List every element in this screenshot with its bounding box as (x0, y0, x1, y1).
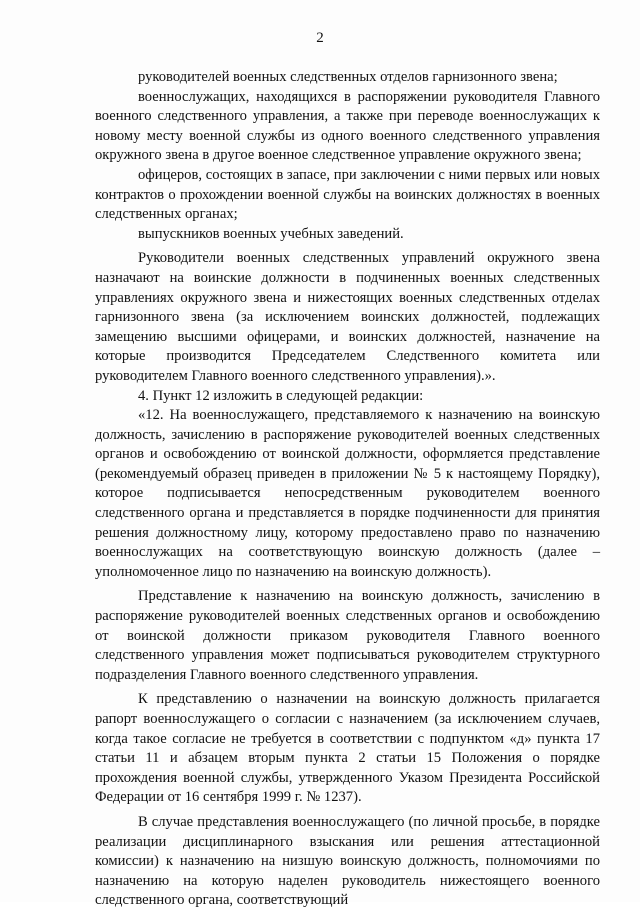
paragraph: руководителей военных следственных отделов гарнизонного звена; (138, 69, 558, 85)
paragraph: военнослужащих, находящихся в распоряжении руководителя Главного военного следственного управления, а также при переводе военнослужащих к новому месту военной службы из одного военного следственного управления окружного звена в другое военное следственное управление окружного звена; (95, 88, 600, 164)
paragraph: офицеров, состоящих в запасе, при заключении с ними первых или новых контрактов о прохождении военной службы на воинских должностях в военных следственных органах; (95, 166, 600, 223)
paragraph: выпускников военных учебных заведений. (138, 225, 404, 242)
paragraph: К представлению о назначении на воинскую должность прилагается рапорт военнослужащего о согласии с назначением (за исключением случаев, когда такое согласие не требуется в соответствии с подпунктом «д» пункта 17 статьи 11 и абзацем вторым пункта 2 статьи 15 Положения о порядке прохождения военной службы, утвержденного Указом Президента Российской Федерации от 16 сентября 1999 г. № 1237). (95, 691, 600, 806)
paragraph: 4. Пункт 12 изложить в следующей редакции: (138, 387, 424, 404)
paragraph: «12. На военнослужащего, представляемого к назначению на воинскую должность, зачислению в распоряжение руководителей военных следственных органов и освобождению от воинской должности, оформляется представление (рекомендуемый образец приведен в приложении № 5 к настоящему Порядку), которое подписывается непосредственным руководителем военного следственного органа и представляется в порядке подчиненности для принятия решения должностному лицу, которому предоставлено право по назначению военнослужащих на соответствующую воинскую должность (далее – уполномоченное лицо по назначению на воинскую должность). (95, 407, 600, 580)
page-number: 2 (316, 30, 324, 46)
document-body (95, 68, 600, 911)
paragraph: Руководители военных следственных управлений окружного звена назначают на воинские должности в подчиненных военных следственных управлениях окружного звена и нижестоящих военных следственных отделах гарнизонного звена (за исключением воинских должностей, подлежащих замещению высшими офицерами, и воинских должностей, назначение на которые производится Председателем Следственного комитета или руководителем Главного военного следственного управления).». (95, 250, 600, 384)
paragraph: Представление к назначению на воинскую должность, зачислению в распоряжение руководителей военных следственных органов и освобождению от воинской должности приказом руководителя Главного военного следственного управления может подписываться руководителем структурного подразделения Главного военного следственного управления. (95, 588, 600, 683)
paragraph: В случае представления военнослужащего (по личной просьбе, в порядке реализации дисциплинарного взыскания или решения аттестационной комиссии) к назначению на низшую воинскую должность, полномочиями по назначению на которую наделен руководитель нижестоящего военного следственного органа, соответствующий (95, 813, 600, 909)
